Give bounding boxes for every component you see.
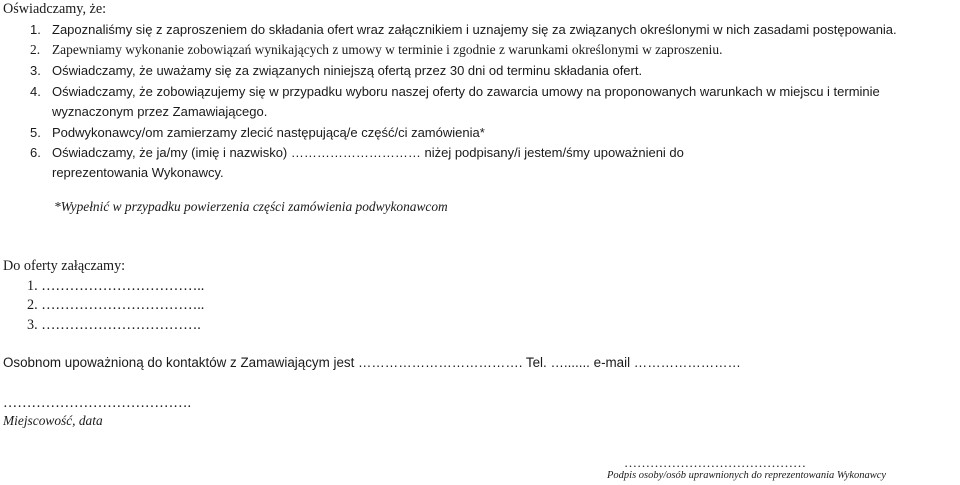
item-number: 2. [30, 42, 41, 57]
item-text: Zapoznaliśmy się z zaproszeniem do składania ofert wraz załącznikiem i uznajemy się za związanych określonymi w nich zasadami postępowania. [52, 22, 897, 37]
item-number: 4. [30, 84, 41, 99]
footnote: *Wypełnić w przypadku powierzenia części zamówienia podwykonawcom [54, 199, 448, 214]
statement-item-2 [30, 43, 722, 56]
statement-item-3 [30, 64, 642, 77]
item-text: Oświadczamy, że zobowiązujemy się w przypadku wyboru naszej oferty do zawarcia umowy na proponowanych warunkach w miejscu i terminie [52, 84, 880, 99]
item-text: Podwykonawcy/om zamierzamy zlecić następującą/e część/ci zamówienia* [52, 125, 485, 140]
item-number: 6. [30, 145, 41, 160]
statement-item-4 [30, 85, 880, 98]
statement-item-6 [30, 146, 684, 159]
signature-dots: …………………………………… [624, 455, 806, 470]
item-number: 1. [30, 22, 41, 37]
signature-label: Podpis osoby/osób uprawnionych do reprezentowania Wykonawcy [607, 470, 887, 481]
item-text: Oświadczamy, że uważamy się za związanych niniejszą ofertą przez 30 dni od terminu składania ofert. [52, 63, 643, 78]
attachment-entry-1: 1. …………………………….. [27, 278, 205, 294]
statement-item-4-continuation: wyznaczonym przez Zamawiającego. [52, 104, 268, 119]
statement-item-5 [30, 126, 485, 139]
place-date-dots: …………………………………. [3, 395, 191, 411]
item-number: 5. [30, 125, 41, 140]
place-date-label: Miejscowość, data [3, 413, 103, 428]
attachments-heading: Do oferty załączamy: [3, 258, 126, 274]
attachment-entry-3: 3. ……………………………. [27, 317, 201, 333]
item-number: 3. [30, 63, 41, 78]
statement-item-6-continuation: reprezentowania Wykonawcy. [52, 165, 224, 180]
item-text: Oświadczamy, że ja/my (imię i nazwisko) ………………………… niżej podpisany/i jestem/śmy upoważnieni do [52, 145, 684, 160]
item-text: Zapewniamy wykonanie zobowiązań wynikających z umowy w terminie i zgodnie z warunkami określonymi w zaproszeniu. [52, 42, 723, 57]
contact-person-line: Osobnom upoważnioną do kontaktów z Zamawiającym jest ………………………………. Tel. …....... e-mail …………………… [3, 355, 741, 370]
statement-item-1 [30, 23, 897, 36]
intro-heading: Oświadczamy, że: [3, 1, 107, 17]
attachment-entry-2: 2. …………………………….. [27, 297, 205, 313]
